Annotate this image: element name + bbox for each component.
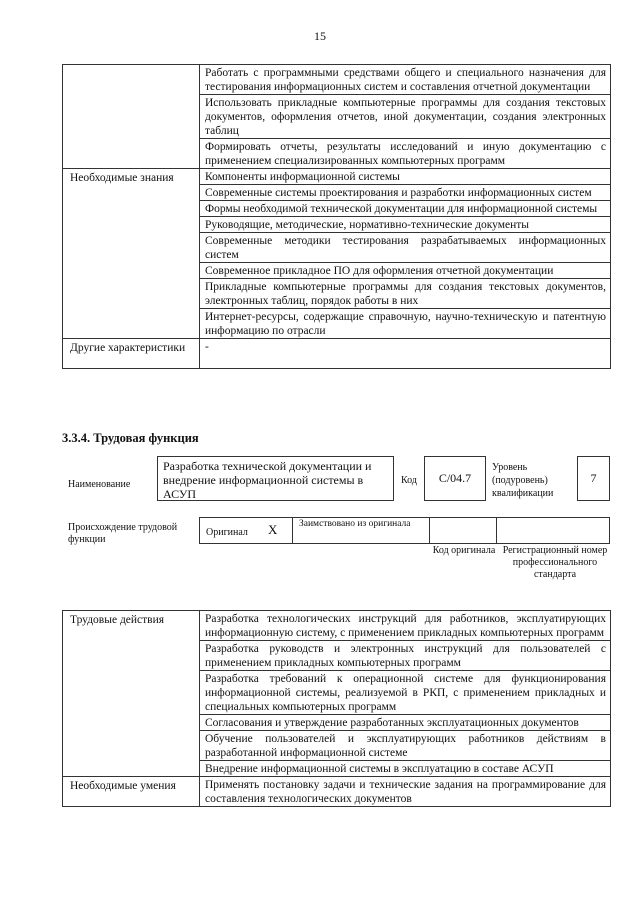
page-number: 15: [314, 29, 326, 43]
knowledge-item: Компоненты информационной системы: [200, 169, 611, 185]
action-item: Обучение пользователей и эксплуатирующих работников действиям в разработанной информационной системе: [200, 731, 611, 761]
action-item: Внедрение информационной системы в эксплуатацию в составе АСУП: [200, 761, 611, 777]
knowledge-item: Современное прикладное ПО для оформления отчетной документации: [200, 263, 611, 279]
knowledge-item: Современные системы проектирования и разработки информационных систем: [200, 185, 611, 201]
knowledge-item: Интернет-ресурсы, содержащие справочную, научно-техническую и патентную информацию по отрасли: [200, 309, 611, 339]
action-item: Разработка требований к операционной системе для функционирования информационной системы, реализуемой в РКП, с применением прикладных и специальных компьютерных программ: [200, 671, 611, 715]
origin-row: [199, 517, 610, 544]
reg-number-cell: [497, 518, 609, 543]
borrowed-label: Заимствовано из оригинала: [299, 519, 411, 529]
action-item: Разработка руководств и электронных инструкций для пользователей с применением прикладных компьютерных программ: [200, 641, 611, 671]
actions-label: Трудовые действия: [63, 611, 200, 777]
skills-label-cell: [63, 65, 200, 169]
knowledge-item: Руководящие, методические, нормативно-технические документы: [200, 217, 611, 233]
action-item: Разработка технологических инструкций для работников, эксплуатирующих информационную систему, с применением прикладных компьютерных программ: [200, 611, 611, 641]
skill-item: Использовать прикладные компьютерные программы для создания текстовых документов, оформления отчетов, иной документации, создания электронных таблиц: [200, 95, 611, 139]
level-label: Уровень (подуровень) квалификации: [492, 462, 554, 499]
name-label: Наименование: [68, 479, 131, 490]
original-cell: [200, 518, 293, 543]
other-label: Другие характеристики: [63, 339, 200, 369]
code-original-cell: [430, 518, 497, 543]
skills-label: Необходимые умения: [63, 777, 200, 807]
original-mark: X: [268, 522, 278, 537]
qualification-level: 7: [577, 456, 610, 501]
section-heading: 3.3.4. Трудовая функция: [62, 431, 199, 445]
borrowed-cell: [293, 518, 430, 543]
knowledge-item: Прикладные компьютерные программы для создания текстовых документов, электронных таблиц, порядок работы в них: [200, 279, 611, 309]
function-name: Разработка технической документации и внедрение информационной системы в АСУП: [157, 456, 394, 501]
skill-item: Применять постановку задачи и технические задания на программирование для составления технологических документов: [200, 777, 611, 807]
actions-table: [62, 610, 611, 807]
knowledge-table: [62, 64, 611, 369]
reg-number-label: Регистрационный номер профессионального стандарта: [502, 545, 608, 580]
skill-item: Формировать отчеты, результаты исследований и иную документацию с применением специализированных компьютерных программ: [200, 139, 611, 169]
knowledge-item: Современные методики тестирования разрабатываемых информационных систем: [200, 233, 611, 263]
origin-label: Происхождение трудовой функции: [68, 522, 178, 545]
original-label: Оригинал: [206, 527, 248, 538]
knowledge-label: Необходимые знания: [63, 169, 200, 339]
skill-item: Работать с программными средствами общего и специального назначения для тестирования информационных систем и составления отчетной документации: [200, 65, 611, 95]
function-code: C/04.7: [424, 456, 486, 501]
knowledge-item: Формы необходимой технической документации для информационной системы: [200, 201, 611, 217]
code-original-label: Код оригинала: [432, 545, 496, 556]
other-value: -: [200, 339, 611, 369]
action-item: Согласования и утверждение разработанных эксплуатационных документов: [200, 715, 611, 731]
code-label: Код: [401, 475, 417, 486]
